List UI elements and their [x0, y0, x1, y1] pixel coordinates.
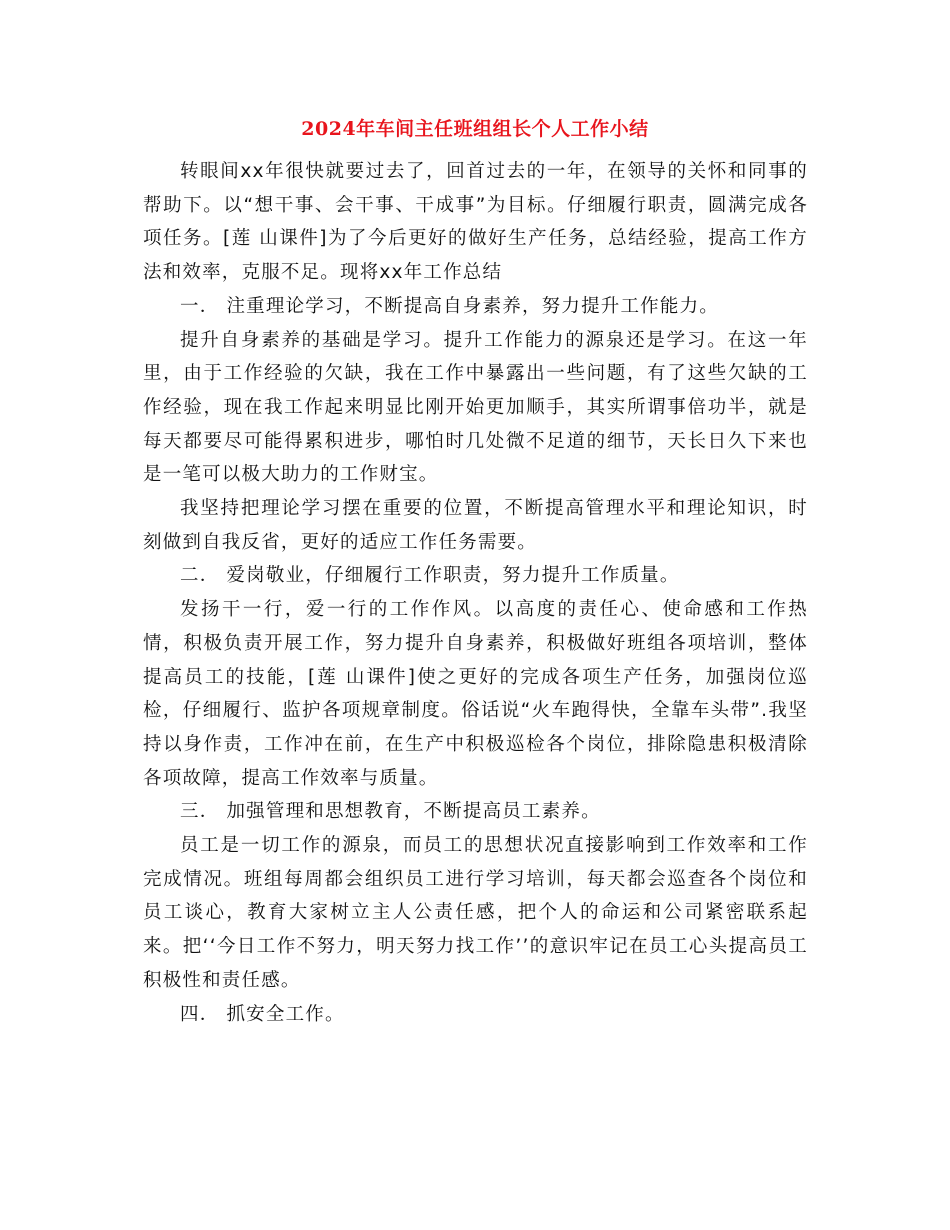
paragraph-2a: 发扬干一行，爱一行的工作作风。以高度的责任心、使命感和工作热情，积极负责开展工作，努力提升自身素养，积极做好班组各项培训，整体提高员工的技能，[莲 山课件]使之更好的完成各项生产任务，加强岗位巡检，仔细履行、监护各项规章制度。俗话说“火车跑得快，全靠车头带”.我坚持以身作责，工作冲在前，在生产中积极巡检各个岗位，排除隐患积极清除各项故障，提高工作效率与质量。 — [143, 599, 808, 789]
section-heading-1: 一． 注重理论学习，不断提高自身素养，努力提升工作能力。 — [180, 295, 719, 317]
section-heading-3: 三． 加强管理和思想教育，不断提高员工素养。 — [180, 801, 601, 823]
document-body — [143, 155, 808, 1031]
paragraph-intro: 转眼间xx年很快就要过去了，回首过去的一年，在领导的关怀和同事的帮助下。以“想干事、会干事、干成事”为目标。仔细履行职责，圆满完成各项任务。[莲 山课件]为了今后更好的做好生产任务，总结经验，提高工作方法和效率，克服不足。现将xx年工作总结 — [143, 161, 808, 284]
document-title: 2024年车间主任班组组长个人工作小结 — [301, 118, 649, 140]
paragraph-1b: 我坚持把理论学习摆在重要的位置，不断提高管理水平和理论知识，时刻做到自我反省，更好的适应工作任务需要。 — [143, 498, 808, 553]
paragraph-1a: 提升自身素养的基础是学习。提升工作能力的源泉还是学习。在这一年里，由于工作经验的欠缺，我在工作中暴露出一些问题，有了这些欠缺的工作经验，现在我工作起来明显比刚开始更加顺手，其实所谓事倍功半，就是每天都要尽可能得累积进步，哪怕时几处微不足道的细节，天长日久下来也是一笔可以极大助力的工作财宝。 — [143, 329, 808, 486]
paragraph-3a: 员工是一切工作的源泉，而员工的思想状况直接影响到工作效率和工作完成情况。班组每周都会组织员工进行学习培训，每天都会巡查各个岗位和员工谈心，教育大家树立主人公责任感，把个人的命运和公司紧密联系起来。把‘‘今日工作不努力，明天努力找工作’’的意识牢记在员工心头提高员工积极性和责任感。 — [143, 835, 808, 991]
section-heading-4: 四． 抓安全工作。 — [180, 1003, 345, 1025]
section-heading-2: 二． 爱岗敬业，仔细履行工作职责，努力提升工作质量。 — [180, 565, 680, 587]
